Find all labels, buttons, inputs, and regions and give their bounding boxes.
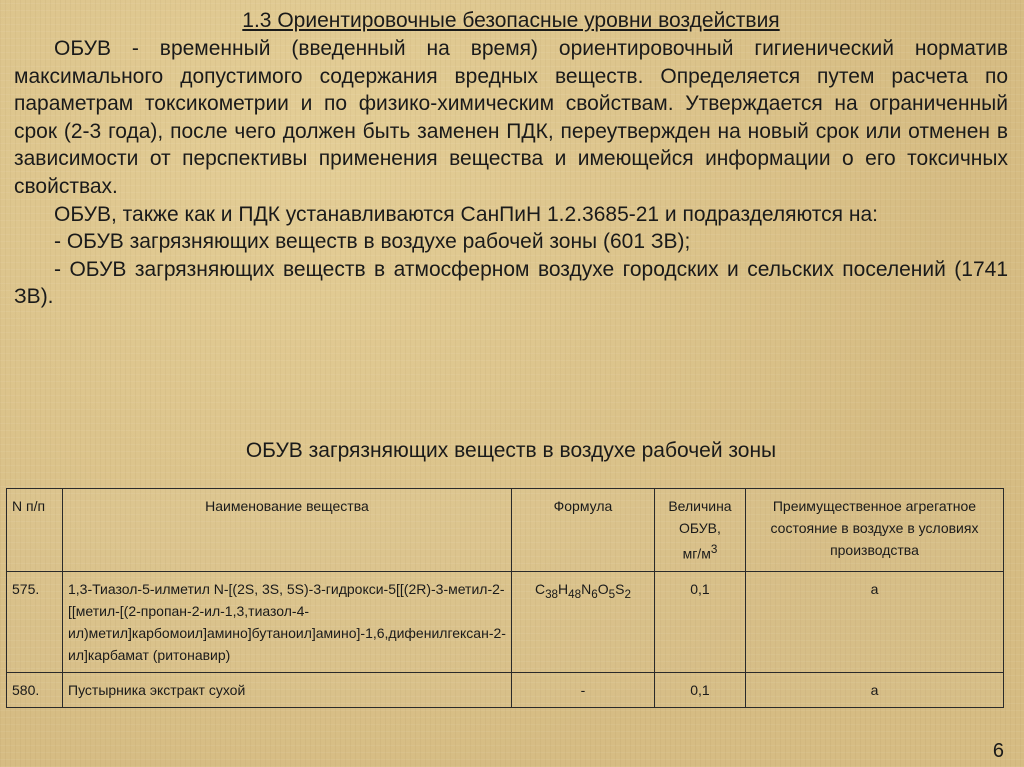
- page-title: 1.3 Ориентировочные безопасные уровни воздействия: [242, 9, 780, 32]
- body-text: [14, 35, 1008, 311]
- row-num: 575.: [7, 571, 63, 672]
- header-value-unit: мг/м: [682, 545, 711, 562]
- row-num: 580.: [7, 672, 63, 707]
- header-state: Преимущественное агрегатное состояние в воздухе в условиях производства: [745, 489, 1003, 572]
- list-item-atmosphere: - ОБУВ загрязняющих веществ в атмосферном воздухе городских и сельских поселений (1741 ЗВ).: [14, 257, 1008, 309]
- row-value: 0,1: [654, 571, 745, 672]
- page-number: 6: [992, 740, 1004, 762]
- row-name: 1,3-Тиазол-5-илметил N-[(2S, 3S, 5S)-3-гидрокси-5[[(2R)-3-метил-2-[[метил-[(2-пропан-2-ил-1,3,тиазол-4-ил)метил]карбомоил]амино]бутаноил]амино]-1,6,дифенилгексан-2-ил]карбамат (ритонавир): [63, 571, 512, 672]
- list-item-workzone: - ОБУВ загрязняющих веществ в воздухе рабочей зоны (601 ЗВ);: [54, 230, 691, 254]
- table-title: ОБУВ загрязняющих веществ в воздухе рабочей зоны: [245, 439, 777, 462]
- obuv-table: [6, 488, 1004, 708]
- header-formula: Формула: [511, 489, 654, 572]
- row-name: Пустырника экстракт сухой: [63, 672, 512, 707]
- row-formula: $C_{38}H_{48}N_6O_5S_2$: [511, 571, 654, 672]
- row-state: а: [745, 672, 1003, 707]
- table-row: [7, 571, 1004, 672]
- row-state: а: [745, 571, 1003, 672]
- row-value: 0,1: [654, 672, 745, 707]
- paragraph-definition: ОБУВ - временный (введенный на время) ориентировочный гигиенический норматив максимального допустимого содержания вредных веществ. Определяется путем расчета по параметрам токсикометрии и по физико-химическим свойствам. Утверждается на ограниченный срок (2-3 года), после чего должен быть заменен ПДК, переутвержден на новый срок или отменен в зависимости от перспективы применения вещества и имеющейся информации о его токсичных свойствах.: [14, 37, 1008, 198]
- header-name: Наименование вещества: [63, 489, 512, 572]
- header-value: [654, 489, 745, 572]
- header-num: N п/п: [7, 489, 63, 572]
- header-value-line1: Величина: [668, 498, 732, 514]
- paragraph-regulation: ОБУВ, также как и ПДК устанавливаются СанПиН 1.2.3685-21 и подразделяются на:: [54, 202, 878, 226]
- table-row: [7, 672, 1004, 707]
- header-value-line2: ОБУВ,: [679, 520, 721, 536]
- header-value-unit-sup: 3: [710, 543, 718, 556]
- row-formula: -: [511, 672, 654, 707]
- table-header-row: [7, 489, 1004, 572]
